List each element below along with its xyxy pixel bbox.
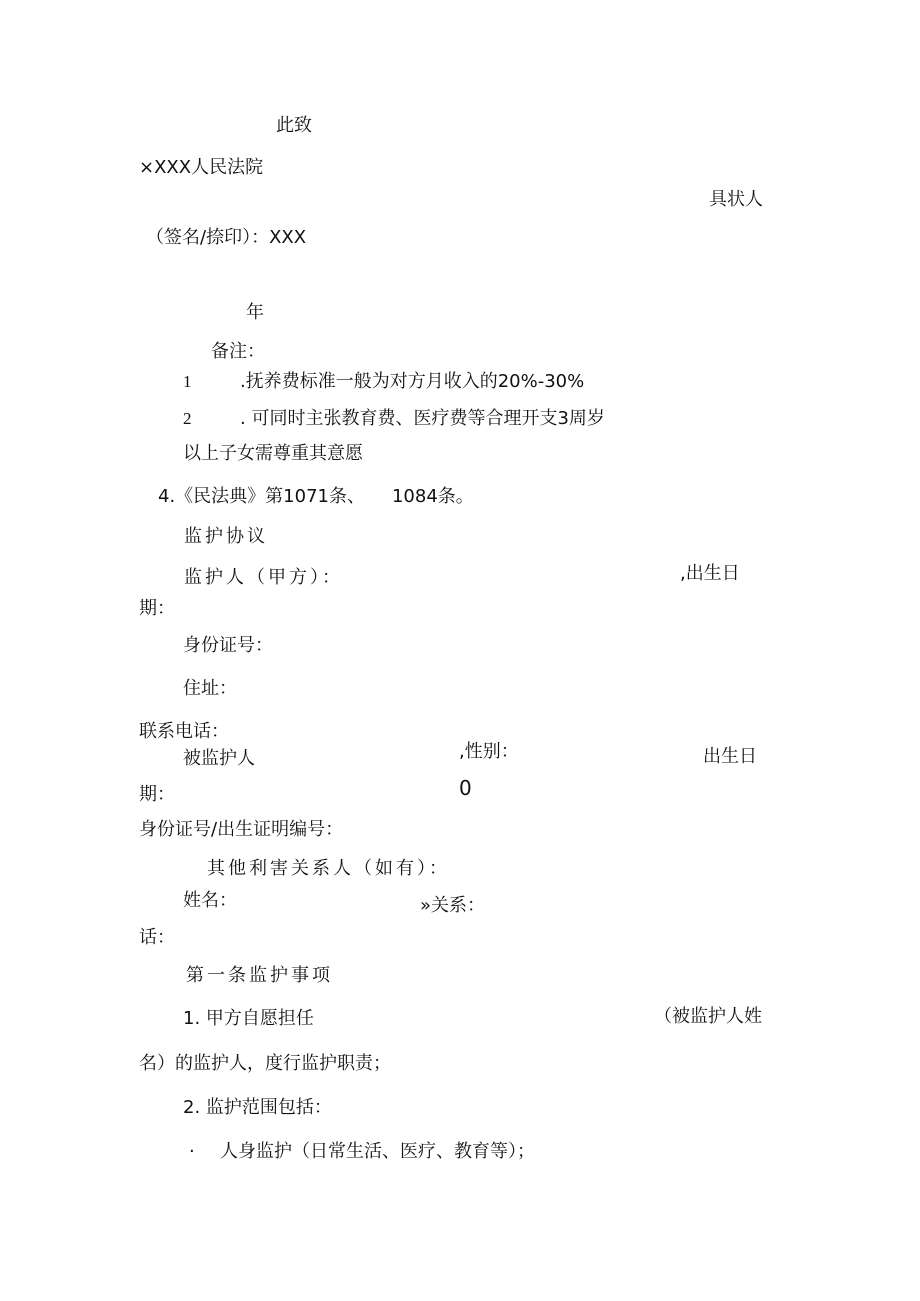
article-1-title: 第一条监护事项 (186, 965, 333, 986)
signer-label: 具状人 (709, 189, 763, 210)
other-party-relation-label: »关系： (420, 895, 486, 916)
bullet-item-personal-guardianship: 人身监护（日常生活、医疗、教育等）； (220, 1141, 535, 1162)
ward-gender-label: ,性别： (459, 741, 519, 762)
note-item-4: 4.《民法典》第1071条、 1084条。 (158, 486, 474, 507)
bullet-marker: · (189, 1141, 195, 1162)
court-name: ×XXX人民法院 (139, 157, 264, 178)
notes-title: 备注： (211, 341, 265, 362)
guardian-line: 监护人（甲方）： (184, 567, 343, 588)
article-1-item-1-end: （被监护人姓 (654, 1006, 762, 1027)
signature-line: （签名/捺印）：XXX (146, 227, 307, 248)
note-continuation: 以上子女需尊重其意愿 (183, 443, 363, 464)
article-1-item-1: 1. 甲方自愿担任 (183, 1008, 314, 1029)
zero-mark: 0 (459, 776, 472, 800)
agreement-title: 监护协议 (184, 526, 268, 547)
ward-birth-date-label: 出生日 (703, 746, 757, 767)
guardian-address-label: 住址： (183, 678, 237, 699)
other-party-phone-end: 话： (139, 927, 175, 948)
guardian-phone-label: 联系电话： (139, 721, 229, 742)
note-number-1: 1 (183, 372, 192, 391)
other-parties-label: 其他利害关系人（如有）： (207, 858, 450, 879)
note-number-2: 2 (183, 409, 192, 428)
guardian-birth-date-end: 期： (139, 598, 175, 619)
guardian-birth-date-label: ,出生日 (680, 563, 740, 584)
other-party-name-label: 姓名： (183, 890, 237, 911)
year-label: 年 (246, 302, 264, 323)
article-1-item-1-continuation: 名）的监护人，度行监护职责； (139, 1053, 391, 1074)
article-1-item-2: 2. 监护范围包括： (183, 1097, 332, 1118)
salutation: 此致 (276, 115, 312, 136)
ward-birth-date-end: 期： (139, 784, 175, 805)
note-text-1: .抚养费标准一般为对方月收入的20%-30% (240, 371, 585, 392)
ward-line: 被监护人 (183, 748, 255, 769)
ward-id-label: 身份证号/出生证明编号： (139, 819, 344, 840)
guardian-id-label: 身份证号： (183, 635, 273, 656)
note-text-2: . 可同时主张教育费、医疗费等合理开支3周岁 (240, 408, 605, 429)
